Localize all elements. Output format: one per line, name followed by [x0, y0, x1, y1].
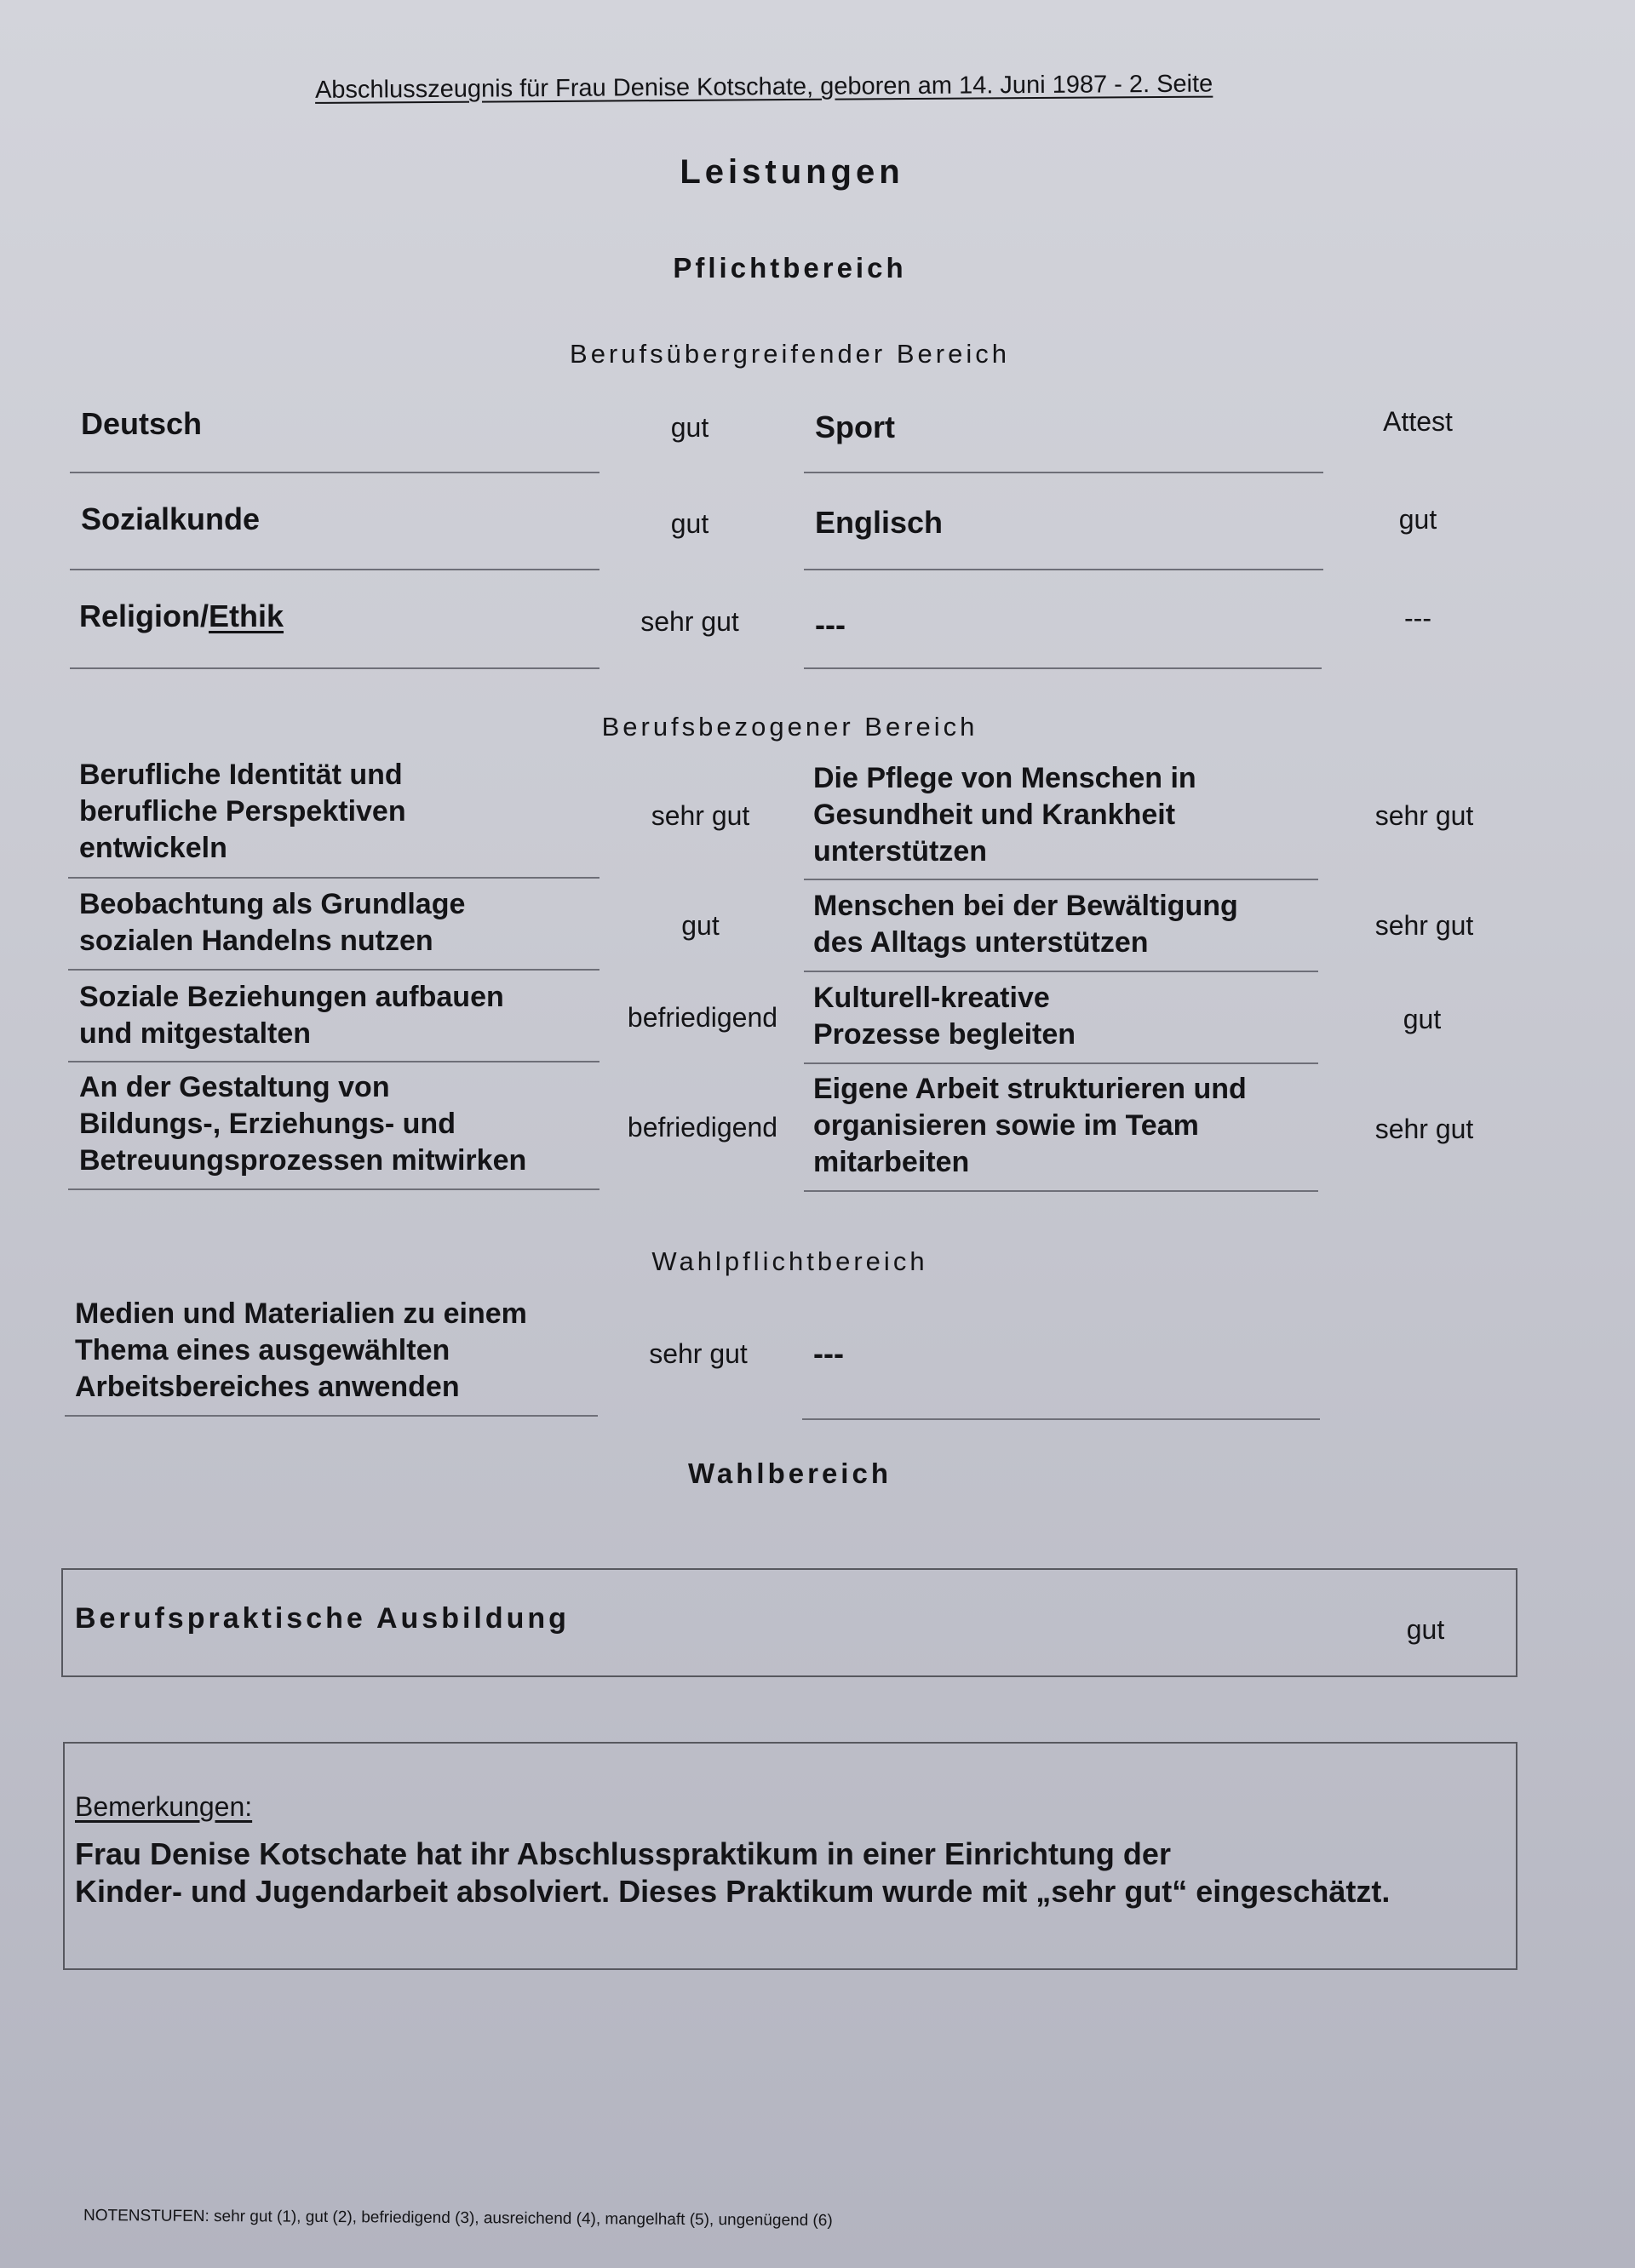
grade-gestaltung-bildungsprozesse: befriedigend: [627, 1112, 778, 1143]
subject-religion: Religion/: [79, 598, 209, 633]
subject-line: organisieren sowie im Team: [813, 1109, 1199, 1142]
row-divider: [804, 472, 1323, 473]
remarks-text: [75, 1836, 1390, 1910]
subject-pflege-von-menschen: [813, 760, 1196, 870]
subject-kulturell-kreative-prozesse: [813, 980, 1076, 1053]
subject-berufliche-identitaet: [79, 757, 406, 867]
grade-scale-text: sehr gut (1), gut (2), befriedigend (3), ausreichend (4), mangelhaft (5), ungenügend (6): [209, 2207, 833, 2231]
grade-empty: ---: [1404, 603, 1431, 633]
practical-training-grade: gut: [1406, 1614, 1445, 1645]
section-pflichtbereich: Pflichtbereich: [673, 252, 907, 284]
subject-line: unterstützen: [813, 835, 987, 868]
subject-line: und mitgestalten: [79, 1017, 312, 1050]
subject-line: Prozesse begleiten: [813, 1018, 1076, 1051]
subject-line: berufliche Perspektiven: [79, 795, 406, 828]
subject-beobachtung: [79, 886, 465, 959]
remarks-label: Bemerkungen:: [75, 1791, 253, 1822]
row-divider: [804, 879, 1318, 880]
subject-line: Soziale Beziehungen aufbauen: [79, 981, 504, 1013]
subject-soziale-beziehungen: [79, 979, 504, 1052]
subject-line: An der Gestaltung von: [79, 1071, 390, 1103]
subject-eigene-arbeit-strukturieren: [813, 1071, 1247, 1181]
page-title: Leistungen: [680, 153, 904, 191]
practical-training-label: Berufspraktische Ausbildung: [75, 1602, 570, 1635]
row-divider: [70, 667, 600, 669]
row-divider: [68, 1061, 600, 1062]
grade-medien-und-materialien: sehr gut: [649, 1338, 748, 1369]
grade-englisch: gut: [1398, 504, 1437, 535]
grade-berufliche-identitaet: sehr gut: [651, 800, 750, 831]
subject-line: Medien und Materialien zu einem: [75, 1297, 527, 1330]
subject-line: sozialen Handelns nutzen: [79, 925, 433, 957]
row-divider: [804, 1062, 1318, 1064]
row-divider: [68, 969, 600, 971]
subsection-berufsuebergreifend: Berufsübergreifender Bereich: [570, 339, 1010, 369]
subject-empty: ---: [813, 1336, 844, 1371]
remarks-box: [63, 1742, 1517, 1970]
subject-line: des Alltags unterstützen: [813, 926, 1149, 959]
subject-englisch: Englisch: [815, 505, 944, 540]
row-divider: [68, 1188, 600, 1190]
row-divider: [804, 569, 1323, 570]
subject-line: Arbeitsbereiches anwenden: [75, 1371, 460, 1403]
subject-line: Bildungs-, Erziehungs- und: [79, 1108, 456, 1140]
subject-line: Kulturell-kreative: [813, 982, 1050, 1014]
subject-sport: Sport: [815, 410, 895, 444]
row-divider: [804, 667, 1322, 669]
subject-bewaeltigung-des-alltags: [813, 888, 1238, 961]
subject-line: Menschen bei der Bewältigung: [813, 890, 1238, 922]
grade-kulturell-kreative-prozesse: gut: [1403, 1004, 1442, 1034]
subject-line: mitarbeiten: [813, 1146, 970, 1178]
grade-deutsch: gut: [670, 412, 709, 443]
subject-sozialkunde: Sozialkunde: [81, 501, 261, 536]
row-divider: [804, 971, 1318, 972]
grade-pflege-von-menschen: sehr gut: [1374, 800, 1474, 831]
subject-medien-und-materialien: [75, 1296, 527, 1406]
subject-line: Beobachtung als Grundlage: [79, 888, 466, 920]
subject-line: Berufliche Identität und: [79, 759, 403, 791]
grade-sport: Attest: [1383, 406, 1453, 437]
section-wahlbereich: Wahlbereich: [688, 1458, 892, 1489]
grade-eigene-arbeit-strukturieren: sehr gut: [1374, 1114, 1474, 1144]
subject-line: entwickeln: [79, 832, 227, 864]
grade-beobachtung: gut: [681, 910, 720, 941]
row-divider: [802, 1418, 1320, 1420]
document-header: Abschlusszeugnis für Frau Denise Kotschate, geboren am 14. Juni 1987 - 2. Seite: [314, 70, 1213, 104]
subject-line: Betreuungsprozessen mitwirken: [79, 1144, 527, 1177]
grade-religion-ethik: sehr gut: [640, 606, 739, 637]
row-divider: [65, 1415, 598, 1417]
row-divider: [70, 472, 600, 473]
grade-scale-label: NOTENSTUFEN:: [83, 2206, 209, 2225]
subject-line: Gesundheit und Krankheit: [813, 799, 1176, 831]
subject-empty: ---: [815, 607, 846, 642]
row-divider: [804, 1190, 1318, 1192]
subject-line: Die Pflege von Menschen in: [813, 762, 1196, 794]
practical-training-box: [61, 1568, 1517, 1677]
subsection-berufsbezogen: Berufsbezogener Bereich: [601, 712, 978, 742]
grade-bewaeltigung-des-alltags: sehr gut: [1374, 910, 1474, 941]
subject-deutsch: Deutsch: [81, 406, 203, 441]
subject-gestaltung-bildungsprozesse: [79, 1069, 526, 1179]
remarks-line: Frau Denise Kotschate hat ihr Abschlusspraktikum in einer Einrichtung der: [75, 1836, 1171, 1871]
subject-line: Eigene Arbeit strukturieren und: [813, 1073, 1247, 1105]
subject-religion-ethik: [79, 598, 284, 634]
section-wahlpflichtbereich: Wahlpflichtbereich: [651, 1246, 928, 1276]
grade-sozialkunde: gut: [670, 508, 709, 539]
grade-scale-footer: [83, 2207, 833, 2231]
grade-soziale-beziehungen: befriedigend: [627, 1002, 778, 1033]
row-divider: [68, 877, 600, 879]
subject-line: Thema eines ausgewählten: [75, 1334, 450, 1366]
row-divider: [70, 569, 600, 570]
remarks-line: Kinder- und Jugendarbeit absolviert. Dieses Praktikum wurde mit „sehr gut“ eingeschätzt.: [75, 1874, 1391, 1909]
subject-ethik: Ethik: [209, 598, 284, 633]
